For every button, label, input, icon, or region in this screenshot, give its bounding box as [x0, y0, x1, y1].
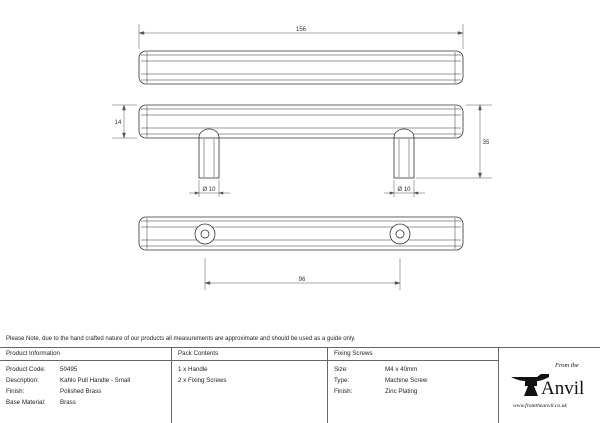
top-view [139, 51, 463, 84]
bottom-view [139, 217, 463, 250]
pack-contents-heading: Pack Contents [172, 348, 327, 361]
fixing-screws-heading: Fixing Screws [328, 348, 498, 361]
from-the-anvil-logo [505, 357, 597, 417]
logo-url: www.fromtheanvil.co.uk [513, 403, 567, 409]
centres-label: 96 [298, 277, 306, 283]
base-material-value: Brass [60, 399, 76, 406]
screw-type-label: Type: [334, 377, 350, 384]
product-code-value: 50495 [60, 366, 78, 373]
logo-brand-name: Anvil [541, 378, 585, 399]
height-label: 35 [482, 140, 490, 146]
screw-type-value: Machine Screw [385, 377, 428, 384]
screw-finish-value: Zinc Plating [385, 388, 418, 395]
divider [498, 348, 499, 423]
screw-size-value: M4 x 40mm [385, 366, 418, 373]
height-dimension [416, 105, 492, 178]
finish-value: Polished Brass [60, 388, 102, 395]
fixing-screws-panel [328, 348, 498, 423]
product-information-panel [0, 348, 171, 423]
centres-dimension [205, 258, 400, 290]
screw-finish-label: Finish: [334, 388, 353, 395]
screw-size-label: Size: [334, 366, 348, 373]
bar-diameter-label: 14 [114, 120, 122, 126]
leg-right-diameter-label: Ø 10 [397, 187, 411, 193]
logo-tagline: From the [555, 362, 579, 369]
pack-contents-panel [172, 348, 327, 423]
front-view [139, 105, 463, 178]
product-code-label: Product Code: [6, 366, 46, 373]
description-value: Kahlo Pull Handle - Small [60, 377, 131, 384]
description-label: Description: [6, 377, 39, 384]
product-information-heading: Product Information [0, 348, 171, 361]
overall-length-label: 156 [295, 27, 307, 33]
disclaimer-note: Please Note, due to the hand crafted nature of our products all measurements are approximate and should be used as a guide only. [6, 336, 356, 342]
leg-left-diameter-label: Ø 10 [202, 187, 216, 193]
leg-diameter-dimensions [189, 180, 425, 197]
pack-item: 2 x Fixing Screws [178, 377, 227, 384]
base-material-label: Base Material: [6, 399, 46, 406]
finish-label: Finish: [6, 388, 25, 395]
pack-item: 1 x Handle [178, 366, 208, 373]
